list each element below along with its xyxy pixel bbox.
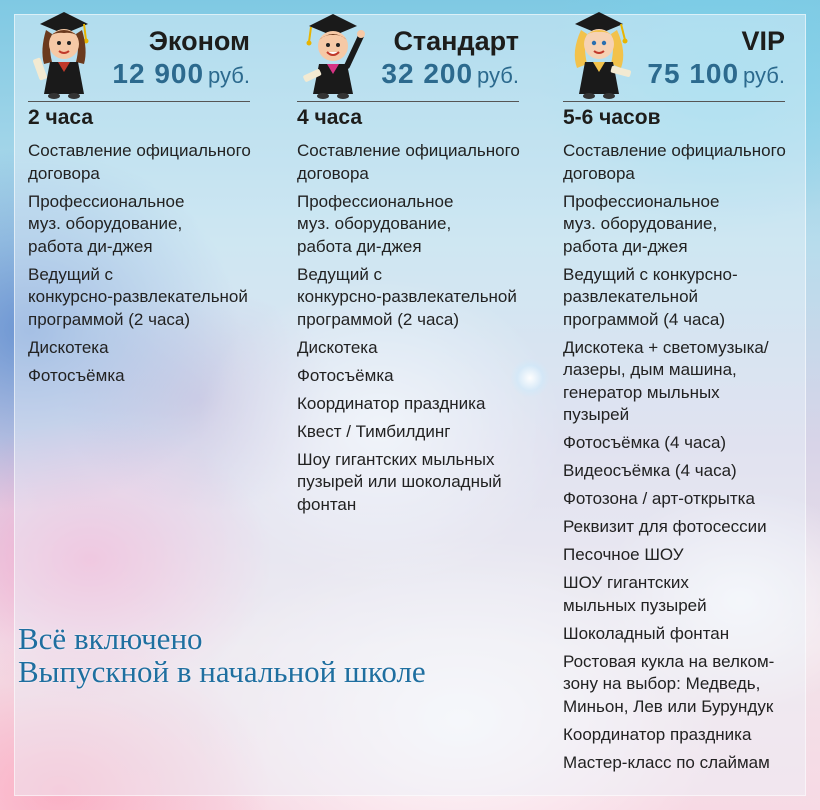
feature-list: [297, 140, 520, 522]
feature-item: Дискотека: [28, 337, 109, 357]
tagline-line-1: Всё включено: [18, 621, 203, 656]
plan-duration: 5-6 часов: [563, 106, 661, 129]
price-amount: 12 900: [112, 58, 205, 89]
feature-item: ШОУ гигантских мыльных пузырей: [563, 573, 707, 615]
feature-item: Дискотека + светомузыка/ лазеры, дым машина, генератор мыльных пузырей: [563, 337, 769, 424]
feature-item: Шоу гигантских мыльных пузырей или шоколадный фонтан: [297, 449, 502, 514]
feature-item: Квест / Тимбилдинг: [297, 421, 451, 441]
plan-name: Стандарт: [393, 26, 519, 56]
graduate-girl-icon: [28, 6, 100, 102]
feature-item: Составление официального договора: [563, 141, 786, 183]
graduate-girl-blonde-icon: [563, 6, 635, 102]
feature-item: Реквизит для фотосессии: [563, 517, 767, 536]
plan-duration: 4 часа: [297, 106, 362, 129]
feature-item: Ведущий с конкурсно-развлекательной программой (2 часа): [28, 264, 248, 329]
feature-item: Фотозона / арт-открытка: [563, 489, 755, 508]
plan-price: [381, 58, 519, 90]
plan-duration: 2 часа: [28, 106, 93, 129]
plan-price: [647, 58, 785, 90]
feature-item: Ведущий с конкурсно- развлекательной программой (4 часа): [563, 264, 738, 329]
price-currency: руб.: [477, 63, 519, 88]
tagline-line-2: Выпускной в начальной школе: [18, 654, 426, 689]
feature-item: Профессиональное муз. оборудование, работа ди-джея: [563, 191, 720, 256]
feature-item: Профессиональное муз. оборудование, работа ди-джея: [297, 191, 454, 256]
plan-header: [297, 0, 519, 103]
feature-item: Ведущий с конкурсно-развлекательной программой (2 часа): [297, 264, 517, 329]
feature-item: Профессиональное муз. оборудование, работа ди-джея: [28, 191, 185, 256]
feature-item: Фотосъёмка: [28, 365, 125, 385]
feature-item: Координатор праздника: [297, 393, 486, 413]
feature-item: Шоколадный фонтан: [563, 623, 730, 643]
plan-header: [563, 0, 785, 103]
header-divider: [297, 101, 519, 102]
header-divider: [563, 101, 785, 102]
feature-item: Мастер-класс по слаймам: [563, 752, 770, 772]
feature-item: Видеосъёмка (4 часа): [563, 461, 737, 480]
plan-name: Эконом: [148, 26, 250, 56]
price-amount: 32 200: [381, 58, 474, 89]
feature-item: Дискотека: [297, 337, 378, 357]
price-currency: руб.: [743, 63, 785, 88]
header-divider: [28, 101, 250, 102]
feature-item: Песочное ШОУ: [563, 545, 684, 564]
price-currency: руб.: [208, 63, 250, 88]
feature-item: Координатор праздника: [563, 724, 752, 744]
plan-price: [112, 58, 250, 90]
feature-list: [28, 140, 251, 393]
feature-item: Составление официального договора: [28, 141, 251, 183]
feature-item: Ростовая кукла на велком- зону на выбор: Медведь, Миньон, Лев или Бурундук: [563, 651, 775, 716]
plan-header: [28, 0, 250, 103]
plan-name: VIP: [741, 26, 785, 56]
tagline: [18, 622, 426, 688]
price-amount: 75 100: [647, 58, 740, 89]
feature-item: Фотосъёмка (4 часа): [563, 433, 727, 452]
feature-list: [563, 140, 786, 780]
graduate-boy-icon: [297, 6, 369, 102]
feature-item: Фотосъёмка: [297, 365, 394, 385]
feature-item: Составление официального договора: [297, 141, 520, 183]
